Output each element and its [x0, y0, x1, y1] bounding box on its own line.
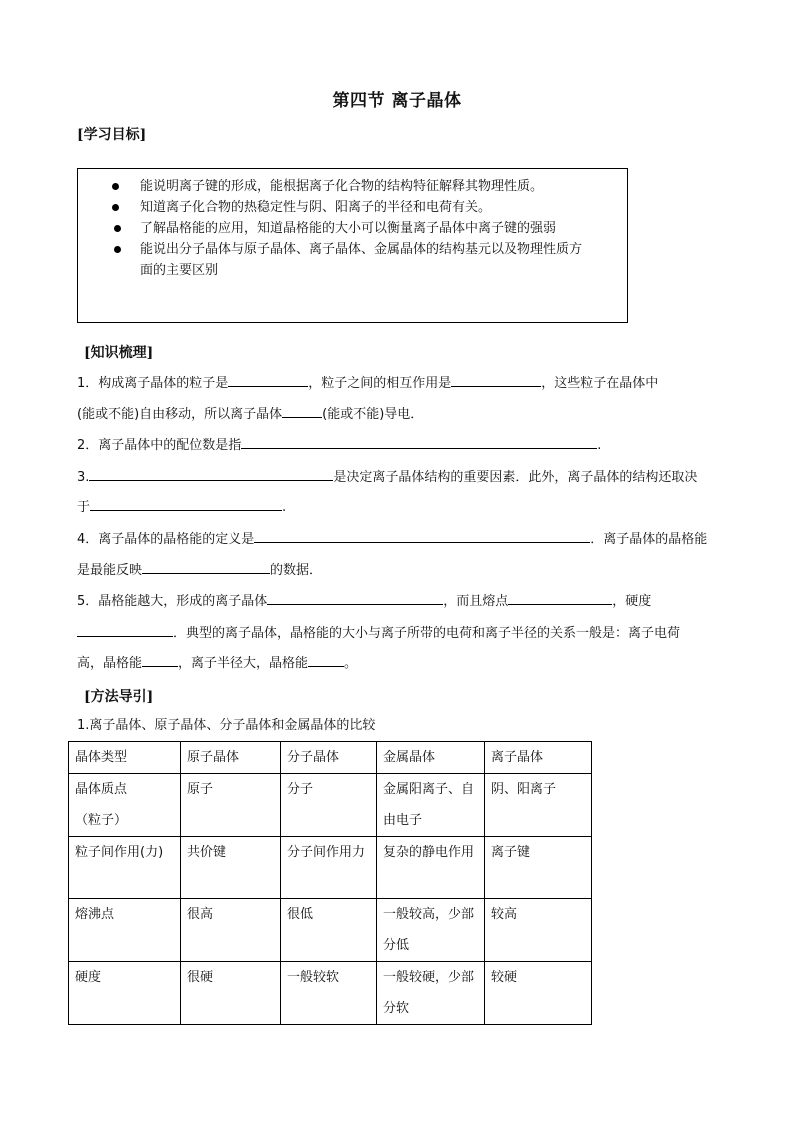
table-row: [69, 962, 592, 1025]
table-caption: 1.离子晶体、原子晶体、分子晶体和金属晶体的比较: [77, 718, 376, 733]
table-row: [69, 774, 592, 837]
answer-blank[interactable]: [241, 434, 597, 449]
table-cell: 晶体质点（粒子）: [69, 774, 181, 837]
table-cell: 很低: [281, 899, 377, 962]
answer-blank[interactable]: [142, 559, 270, 574]
table-cell: 金属晶体: [377, 742, 485, 774]
answer-blank[interactable]: [308, 652, 344, 667]
knowledge-heading: [知识梳理]: [84, 345, 154, 361]
table-row: [69, 742, 592, 774]
goal-item: 了解晶格能的应用，知道晶格能的大小可以衡量离子晶体中离子键的强弱: [112, 218, 627, 239]
table-cell: 原子晶体: [181, 742, 281, 774]
table-cell: 很硬: [181, 962, 281, 1025]
question-3-line-2: 于 .: [77, 492, 717, 523]
method-heading: [方法导引]: [84, 689, 154, 705]
table-cell: 很高: [181, 899, 281, 962]
table-cell: 原子: [181, 774, 281, 837]
goal-item: 知道离子化合物的热稳定性与阴、阳离子的半径和电荷有关。: [112, 197, 627, 218]
page-title: 第四节 离子晶体: [332, 91, 462, 111]
table-cell: 离子键: [485, 837, 592, 899]
answer-blank[interactable]: [282, 403, 322, 418]
answer-blank[interactable]: [451, 372, 541, 387]
bullet-icon: [114, 246, 121, 253]
table-cell: 一般较软: [281, 962, 377, 1025]
question-4-line-2: 是最能反映 的数据．: [77, 555, 717, 586]
goals-heading: [学习目标]: [77, 127, 147, 143]
bullet-icon: [112, 204, 119, 211]
table-cell: 硬度: [69, 962, 181, 1025]
table-cell: 较高: [485, 899, 592, 962]
table-cell: 晶体类型: [69, 742, 181, 774]
table-cell: 分子间作用力: [281, 837, 377, 899]
question-4-line-1: 4．离子晶体的晶格能的定义是 ．离子晶体的晶格能: [77, 524, 717, 555]
question-3-line-1: 3. 是决定离子晶体结构的重要因素．此外，离子晶体的结构还取决: [77, 462, 717, 493]
table-cell: 分子: [281, 774, 377, 837]
answer-blank[interactable]: [228, 372, 308, 387]
table-cell: 阴、阳离子: [485, 774, 592, 837]
comparison-table: [68, 741, 592, 1025]
answer-blank[interactable]: [142, 652, 178, 667]
table-cell: 较硬: [485, 962, 592, 1025]
bullet-icon: [114, 225, 121, 232]
table-cell: 分子晶体: [281, 742, 377, 774]
bullet-icon: [112, 183, 119, 190]
table-cell: 离子晶体: [485, 742, 592, 774]
table-cell: 一般较硬，少部分软: [377, 962, 485, 1025]
table-cell: 金属阳离子、自由电子: [377, 774, 485, 837]
question-5-line-1: 5．晶格能越大，形成的离子晶体 ，而且熔点 ，硬度: [77, 586, 717, 617]
goals-list: [112, 176, 627, 281]
table-row: [69, 899, 592, 962]
answer-blank[interactable]: [267, 590, 443, 605]
goal-item: 能说明离子键的形成，能根据离子化合物的结构特征解释其物理性质。: [112, 176, 627, 197]
table-cell: 熔沸点: [69, 899, 181, 962]
table-row: [69, 837, 592, 899]
answer-blank[interactable]: [89, 466, 333, 481]
answer-blank[interactable]: [254, 528, 590, 543]
question-5-line-2: ．典型的离子晶体，晶格能的大小与离子所带的电荷和离子半径的关系一般是：离子电荷: [77, 618, 717, 649]
question-2: 2．离子晶体中的配位数是指 .: [77, 430, 717, 461]
question-1-line-2: (能或不能)自由移动，所以离子晶体 (能或不能)导电．: [77, 399, 717, 430]
question-5-line-3: 高，晶格能 ，离子半径大，晶格能 。: [77, 648, 717, 679]
answer-blank[interactable]: [77, 622, 173, 637]
answer-blank[interactable]: [508, 590, 612, 605]
answer-blank[interactable]: [90, 496, 282, 511]
table-cell: 粒子间作用(力): [69, 837, 181, 899]
table-cell: 复杂的静电作用: [377, 837, 485, 899]
table-cell: 共价键: [181, 837, 281, 899]
goal-item-continued: 面的主要区别: [140, 263, 219, 278]
goal-item: 能说出分子晶体与原子晶体、离子晶体、金属晶体的结构基元以及物理性质方: [112, 239, 627, 260]
question-1-line-1: 1．构成离子晶体的粒子是 ，粒子之间的相互作用是 ，这些粒子在晶体中: [77, 368, 717, 399]
table-cell: 一般较高，少部分低: [377, 899, 485, 962]
